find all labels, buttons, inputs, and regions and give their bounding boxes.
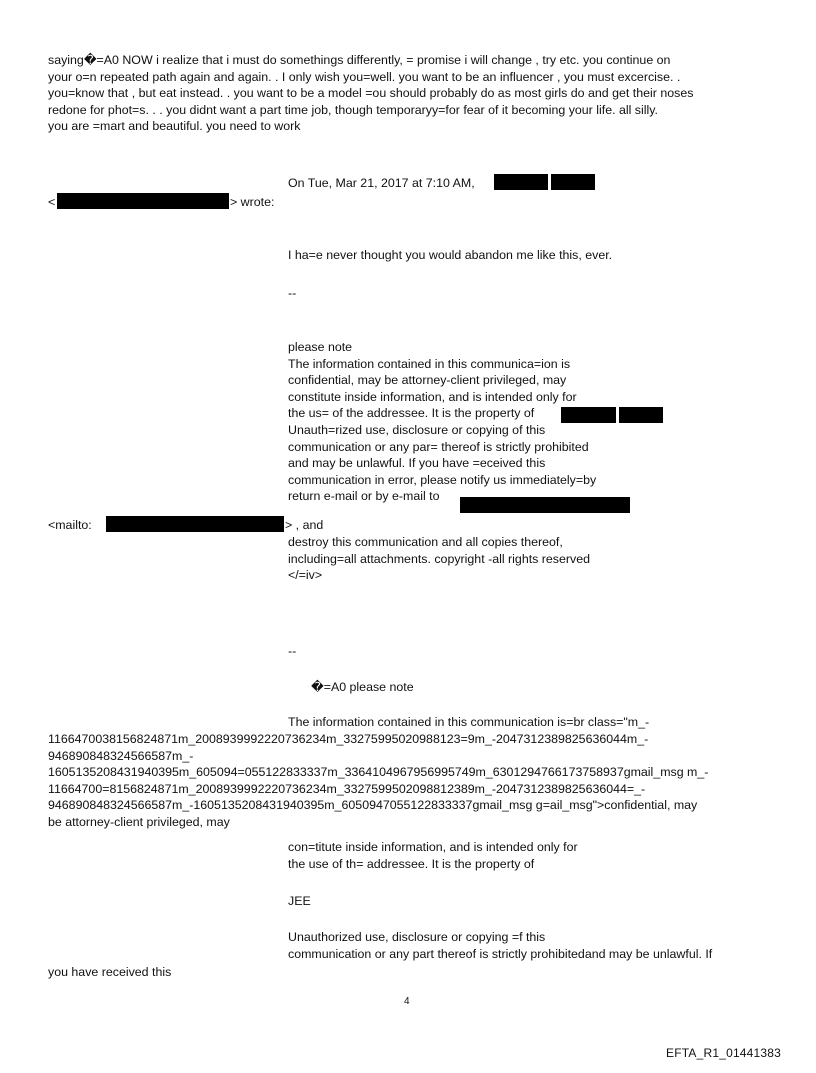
disclaimer-line: 946890848324566587m_-1605135208431940395m_6050947055122833337gmail_msg g=ail_msg">confidential, may xyxy=(48,798,698,813)
quote-header-lt: < xyxy=(48,195,56,209)
disclaimer-2-cont xyxy=(288,839,578,872)
abandon-line: I ha=e never thought you would abandon me like this, ever. xyxy=(288,248,613,262)
redaction-sender-email xyxy=(57,193,229,209)
disclaimer-line: communication in error, please notify us immediately=by xyxy=(288,472,597,487)
reply-line: you are =mart and beautiful. you need to work xyxy=(48,119,301,134)
separator: -- xyxy=(288,644,297,658)
page-number: 4 xyxy=(404,996,410,1007)
reply-line: redone for phot=s. . . you didnt want a part time job, though temporaryy=for fear of it becoming your life. all silly. xyxy=(48,102,658,117)
quote-header-wrote: > wrote: xyxy=(230,195,275,209)
redaction-sender-first xyxy=(494,174,548,190)
reply-line: your o=n repeated path again and again. . I only wish you=well. you want to be an influencer , you must excercise. . xyxy=(48,69,681,84)
separator: -- xyxy=(288,286,297,300)
disclaimer-1-end xyxy=(288,534,590,584)
redaction-email xyxy=(460,497,630,513)
disclaimer-line: including=all attachments. copyright -all rights reserved xyxy=(288,551,590,566)
disclaimer-line: The information contained in this communica=ion is xyxy=(288,356,571,371)
disclaimer-line: destroy this communication and all copies thereof, xyxy=(288,535,563,549)
disclaimer-line: 1166470038156824871m_2008939992220736234m_33275995020988123=9m_-2047312389825636044m_- xyxy=(48,732,649,746)
disclaimer-line: Unauth=rized use, disclosure or copying of this xyxy=(288,422,546,437)
disclaimer-line: be attorney-client privileged, may xyxy=(48,814,230,829)
reply-paragraph xyxy=(48,52,693,135)
disclaimer-line: 11664700=8156824871m_2008939992220736234m_3327599502098812389m_-2047312389825636044=_- xyxy=(48,781,646,796)
mailto-suffix: > , and xyxy=(285,518,324,532)
jee-text: JEE xyxy=(288,894,311,908)
mailto-prefix: <mailto: xyxy=(48,518,92,532)
disclaimer-line: constitute inside information, and is intended only for xyxy=(288,389,577,404)
disclaimer-2-wrapped xyxy=(48,731,708,831)
disclaimer-title: please note xyxy=(288,340,353,354)
disclaimer-line: 1605135208431940395m_605094=055122833337m_3364104967956995749m_6301294766173758937gmail_msg m_- xyxy=(48,765,709,780)
reply-line: you=know that , but eat instead. . you want to be a model =ou should probably do as most girls do and get their noses xyxy=(48,86,694,101)
received-line: you have received this xyxy=(48,965,172,979)
redaction-mailto xyxy=(106,516,284,532)
reply-line: saying�=A0 NOW i realize that i must do somethings differently, = promise i will change , try etc. you continue on xyxy=(48,53,671,67)
property-prefix: the us= of the addressee. It is the property of xyxy=(288,406,535,421)
footer-id: EFTA_R1_01441383 xyxy=(666,1046,782,1060)
disclaimer-2-title: �=A0 please note xyxy=(311,680,414,694)
disclaimer-line: and may be unlawful. If you have =eceived this xyxy=(288,456,546,471)
disclaimer-line: communication or any par= thereof is strictly prohibited xyxy=(288,439,589,454)
redaction-sender-last xyxy=(551,174,595,190)
disclaimer-email-line: return e-mail or by e-mail to xyxy=(288,489,440,504)
unauthorized-line: Unauthorized use, disclosure or copying =f this xyxy=(288,930,546,944)
communication-line: communication or any part thereof is strictly prohibitedand may be unlawful. If xyxy=(288,947,713,961)
disclaimer-line: confidential, may be attorney-client privileged, may xyxy=(288,373,567,388)
redaction-company-first xyxy=(561,407,616,423)
quote-header-date: On Tue, Mar 21, 2017 at 7:10 AM, xyxy=(288,176,475,190)
disclaimer-line: con=titute inside information, and is intended only for xyxy=(288,840,578,854)
disclaimer-line: the use of th= addressee. It is the property of xyxy=(288,856,535,871)
disclaimer-line: 946890848324566587m_- xyxy=(48,748,194,763)
disclaimer-2-first: The information contained in this communication is=br class="m_- xyxy=(288,715,650,729)
redaction-company-last xyxy=(619,407,663,423)
disclaimer-line: </=iv> xyxy=(288,568,323,583)
